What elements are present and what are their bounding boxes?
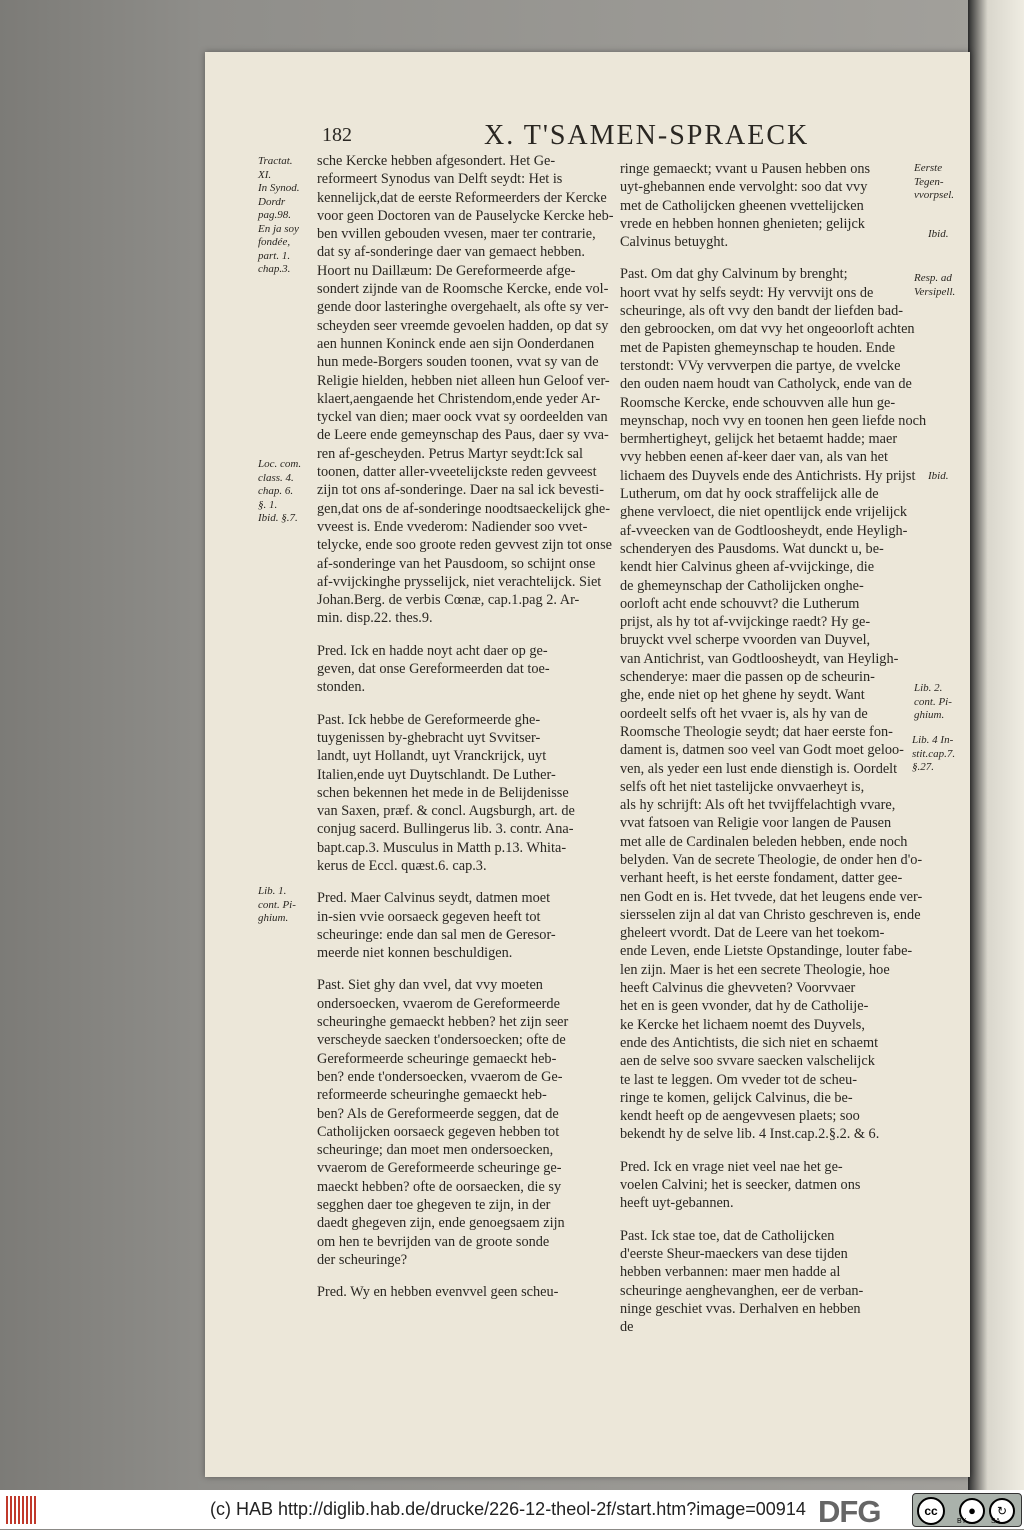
text-line: het en is geen vvonder, dat hy de Catholije- [620,998,869,1015]
text-line: landt, uyt Hollandt, uyt Vranckrijck, uyt [317,748,547,765]
text-line: hun mede-Borgers souden toonen, vvat sy van de [317,354,599,371]
text-line: oordeelt selfs oft het vvaer is, als hy van de [620,705,868,722]
margin-note-line: ghium. [914,709,945,721]
text-line: Past. Ick hebbe de Gereformeerde ghe- [317,711,541,728]
margin-note-left [258,458,301,526]
margin-note-line: Loc. com. [258,458,302,470]
footer-bar [0,1490,1024,1529]
text-line: ninge geschiet vvas. Derhalven en hebben [620,1300,861,1317]
margin-note-line: En ja soy [258,222,299,235]
text-line: bermhertigheyt, gelijck het betaemt hadde; maer [620,431,898,448]
text-line: bapt.cap.3. Musculus in Matth p.13. Whita- [317,839,567,856]
text-line: vveest is. Ende vvederom: Nadiender soo vvet- [317,518,588,535]
text-line: sondert zijnde van de Roomsche Kercke, ende vol- [317,281,609,298]
text-line: min. disp.22. thes.9. [317,610,433,627]
text-line: prijst, als hy tot af-vvijckinge raedt? Hy ge- [620,614,871,631]
text-line: vvat fatsoen van Religie voor langen de Pausen [620,815,892,832]
text-line: aen de selve soo svvare saecken valschelijck [620,1053,875,1070]
running-head: X. T'SAMEN-SPRAECK [484,120,810,151]
text-line: nen Godt en is. Het tvvede, dat het leugens ende ver- [620,888,923,905]
margin-note-line: part. 1. [258,249,291,262]
text-line: stonden. [317,679,366,696]
text-line: met de Papisten ghemeynschap te houden. Ende [620,339,896,356]
margin-note-line: class. 4. [258,471,294,484]
by-person-icon: ● [959,1498,985,1524]
text-line: scheuringhe gemaeckt hebben? het zijn seer [317,1014,569,1031]
margin-note-line: pag.98. [258,209,291,221]
text-line: uyt-ghebannen ende vervolght: soo dat vvy [620,179,868,196]
text-line: hebben verbannen: maer men hadde al [620,1264,841,1281]
text-line: klaert,aengaende het Christendom,ende yeder Ar- [317,390,601,407]
text-line: ghene vervloect, die niet opentlijck ende vrijelijck [620,504,908,521]
text-line: geven, dat onse Gereformeerden dat toe- [317,661,550,678]
margin-note-line: fondée, [258,236,291,248]
text-line: zijn tot ons af-sonderinge. Daer na sal ick bevesti- [317,482,605,499]
text-line: Past. Siet ghy dan vvel, dat vvy moeten [317,977,543,994]
paragraph-gap [620,1144,910,1158]
text-line: dament is, datmen soo veel van Godt moet geloo- [620,742,904,759]
text-line: ven, als yeder een lust ende dienstigh is. Oordelt [620,760,898,777]
text-line: schenderye: maer die passen op de scheurin- [620,669,875,686]
text-line: conjug sacerd. Bullingerus lib. 3. contr. Ana- [317,821,574,838]
text-line: af-sonderinge van het Pausdoom, so schijnt onse [317,555,596,572]
text-line: toonen, datter aller-vveetelijckste reden gevveest [317,464,597,481]
text-line: Lutherum, om dat hy oock straffelijck alle de [620,486,879,503]
paragraph-gap [317,1269,609,1283]
paragraph-gap [317,962,609,976]
margin-note-line: Lib. 2. [914,682,943,694]
text-line: ende Leven, ende Lietste Opstandinge, louter fabe- [620,943,913,960]
by-label: BY [957,1518,967,1525]
page-number: 182 [322,124,352,146]
text-line: oorloft acht ende schouvvt? die Lutherum [620,595,860,612]
text-line: scheuringe; dan moet men ondersoecken, [317,1142,554,1159]
text-line: dat sy af-sonderinge daer van gemaect hebben. [317,244,585,261]
text-line: ben? Als de Gereformeerde seggen, dat de [317,1105,559,1122]
text-line: scheuringe: ende dan sal men de Geresor- [317,926,556,943]
text-line: kennelijck,dat de eerste Reformeerders der Kercke [317,189,607,206]
text-line: af-vveecken van de Godtloosheydt, ende Heyligh- [620,522,908,539]
margin-note-line: Ibid. [928,470,949,482]
text-line: van Antichrist, van Godtloosheydt, van Heyligh- [620,650,899,667]
text-line: heeft Calvinus die ghevveten? Voorvvaer [620,980,856,997]
paragraph-gap [620,1213,910,1227]
text-line: bekendt hy de selve lib. 4 Inst.cap.2.§.2. & 6. [620,1126,880,1143]
text-line: Roomsche Kercke, ende schouvven alle hun ge- [620,394,896,411]
text-line: ringe gemaeckt; vvant u Pausen hebben ons [620,161,871,177]
text-line: ondersoecken, vvaerom de Gereformeerde [317,995,560,1012]
text-line: met alle de Cardinalen beleden hebben, ende noch [620,833,908,850]
share-alike-icon: ↻ [989,1498,1015,1524]
text-line: Past. Ick stae toe, dat de Catholijcken [620,1227,835,1244]
text-line: selfs oft het niet tastelijcke onvvaerheyt is, [620,778,865,795]
text-line: ren af-gescheyden. Petrus Martyr seydt:Ick sal [317,445,583,462]
margin-note-line: Versipell. [914,285,956,298]
text-line: Religie hielden, hebben niet alleen hun Geloof ver- [317,372,610,389]
margin-note-line: chap.3. [258,263,291,275]
text-line: verscheyde saecken t'ondersoecken; ofte de [317,1032,566,1049]
margin-note-line: stit.cap.7. [912,747,956,760]
text-line: vvy hebben eenen af-keer daer van, als van het [620,449,888,466]
text-line: Pred. Maer Calvinus seydt, datmen moet [317,890,551,907]
text-line: gheleert vvordt. Dat de Leere van het toekom- [620,925,885,942]
text-line: reformeert Synodus van Delft seydt: Het is [317,171,563,188]
text-line: in-sien vvie oorsaeck gegeven heeft tot [317,908,541,925]
text-line: schenderyen des Pausdoms. Wat dunckt u, be- [620,540,884,557]
margin-note-line: vvorpsel. [914,189,955,201]
text-line: siersselen zijn al dat van Christo geschreven is, ende [620,906,921,923]
margin-note-line: §.27. [912,761,934,773]
margin-note-line: Dordr [258,195,286,208]
margin-note-line: ghium. [258,912,289,924]
text-line: te last te leggen. Om vveder tot de scheu- [620,1071,858,1088]
margin-note-line: In Synod. [258,182,300,194]
margin-note-line: chap. 6. [258,485,294,497]
margin-note-line: Tractat. [258,155,293,167]
margin-note-right [914,272,955,299]
text-line: den ouden naem houdt van Catholyck, ende van de [620,376,912,393]
paragraph-gap [317,628,609,642]
margin-note-line: Tegen- [914,175,944,188]
text-line: voelen Calvini; het is seecker, datmen ons [620,1177,861,1194]
text-line: den gebroocken, om dat vvy het ongeoorloft achten [620,321,915,338]
dfg-logo: DFG [818,1494,881,1529]
text-line: heeft uyt-gebannen. [620,1195,734,1212]
left-text-column [317,152,614,1302]
text-line: meerde niet konnen beschuldigen. [317,945,513,962]
paragraph-gap [317,697,609,711]
paragraph-gap [620,251,910,265]
text-line: de Leere ende gemeynschap des Paus, daer sy vva- [317,427,609,444]
text-line: ringe te komen, gelijck Calvinus, die be- [620,1089,853,1106]
cc-license-badge[interactable] [912,1493,1022,1527]
text-line: Italien,ende uyt Duytschlandt. De Luther- [317,766,556,783]
paragraph-gap [317,875,609,889]
text-line: Pred. Ick en vrage niet veel nae het ge- [620,1158,843,1175]
text-line: meynschap, noch vvy en toonen hen geen liefde noch [620,412,927,429]
text-line: vrede en hebben honnen ghenieten; gelijck [620,215,865,232]
text-line: aen hunnen Koninck ende aen sijn Oonderdanen [317,335,595,352]
text-line: ben? ende t'ondersoecken, vvaerom de Ge- [317,1068,563,1085]
margin-note-line: cont. Pi- [914,695,952,708]
text-line: schen bekennen het mede in de Belijdenisse [317,784,569,801]
cc-icon: cc [917,1497,945,1525]
text-line: Johan.Berg. de verbis Cœnæ, cap.1.pag 2. Ar- [317,592,580,609]
text-line: scheuringe aenghevanghen, eer de verban- [620,1282,864,1299]
text-line: reformeerde scheuringhe gemaeckt heb- [317,1087,547,1104]
margin-note-right [914,162,954,203]
text-line: verhant heeft, is het eerste fondament, datter gee- [620,870,903,887]
text-line: vvaerom de Gereformeerde scheuringe ge- [317,1160,562,1177]
margin-note-right [912,734,955,775]
text-line: Pred. Ick en hadde noyt acht daer op ge- [317,642,548,659]
text-line: kerus de Eccl. quæst.6. cap.3. [317,857,487,874]
text-line: belyden. Van de secrete Theologie, de onder hen d'o- [620,851,923,868]
text-line: de ghemeynschap der Catholijcken onghe- [620,577,864,594]
text-line: lichaem des Duyvels ende des Antichrists. Hy prijst [620,467,916,484]
text-line: Catholijcken oorsaeck gegeven hebben tot [317,1123,560,1140]
text-line: terstondt: VVy vervverpen die partye, de vvelcke [620,357,901,374]
text-line: als hy schrijft: Als oft het tvvijffelachtigh vvare, [620,797,896,814]
margin-note-left [258,155,300,277]
text-line: ghe, ende niet op het ghene hy seydt. Want [620,687,865,704]
text-line: ben vvillen gebouden vvesen, maer ter contrarie, [317,226,596,243]
text-line: de [620,1319,634,1336]
margin-note-line: Resp. ad [914,272,952,284]
text-line: tuygenissen by-ghebracht uyt Svvitser- [317,729,541,746]
text-line: Hoort nu Daillæum: De Gereformeerde afge- [317,262,576,279]
text-line: voor geen Doctoren van de Pauselycke Kercke heb- [317,207,614,224]
margin-note-line: Eerste [914,162,943,174]
text-line: met de Catholijcken gheenen vvettelijcken [620,197,864,214]
margin-note-line: Lib. 1. [258,885,287,897]
sa-label: SA [991,1518,1001,1525]
text-line: ende des Antichtists, die sich niet en schaemt [620,1034,879,1051]
margin-note-line: Ibid. §.7. [258,512,298,524]
text-line: gen,dat ons de af-sonderinge noodtsaeckelijck ghe- [317,500,610,517]
text-line: scheuringe, als oft vvy den bandt der liefden bad- [620,303,904,320]
text-line: hoort vvat hy selfs seydt: Hy vervvijt ons de [620,284,874,301]
text-line: Gereformeerde scheuringe gemaeckt heb- [317,1050,557,1067]
text-line: tyckel van dien; maer oock vvat sy oordeelden van [317,409,608,426]
text-line: maeckt hebben? ofte de oorsaecken, die sy [317,1178,562,1195]
text-line: daedt ghegeven zijn, ende genoegsaem zijn [317,1215,565,1232]
text-line: sche Kercke hebben afgesondert. Het Ge- [317,153,556,169]
margin-note-right [928,228,948,242]
text-line: ke Kercke het lichaem noemt des Duyvels, [620,1016,865,1033]
copyright-credit[interactable]: (c) HAB http://diglib.hab.de/drucke/226-12-theol-2f/start.htm?image=00914 [210,1499,806,1519]
text-line: d'eerste Sheur-maeckers van dese tijden [620,1245,848,1262]
text-line: der scheuringe? [317,1251,408,1268]
margin-note-line: §. 1. [258,498,278,511]
margin-note-line: Lib. 4 In- [912,734,954,746]
text-line: bruyckt vvel scherpe vvoorden van Duyvel, [620,632,871,649]
margin-note-line: Ibid. [928,228,949,240]
text-line: Pred. Wy en hebben evenvvel geen scheu- [317,1284,559,1301]
text-line: scheyden seer vreemde gevoelen hadden, op dat sy [317,317,609,334]
margin-note-left [258,885,296,926]
text-line: Roomsche Theologie seydt; dat haer eerste fon- [620,723,893,740]
text-line: Calvinus betuyght. [620,234,729,251]
margin-note-right [914,682,952,723]
margin-note-line: cont. Pi- [258,898,296,911]
text-line: kendt hier Calvinus gheen af-vvijckinge, die [620,559,875,576]
text-line: segghen daer toe ghegeven te zijn, in der [317,1197,551,1214]
text-line: kendt heeft op de aengevvesen plaets; soo [620,1108,860,1125]
hab-logo-icon [6,1496,36,1524]
adjacent-page-edge [968,0,1024,1490]
text-line: telycke, ende soo groote reden gevvest zijn tot onse [317,537,612,554]
margin-note-line: XI. [258,168,272,181]
text-line: len zijn. Maer is het een secrete Theologie, hoe [620,961,890,978]
text-line: van Saxen, præf. & concl. Augsburgh, art. de [317,803,575,820]
text-line: gende door lasteringhe overgehaelt, als ofte sy ver- [317,299,609,316]
text-line: af-vvijckinghe prysselijck, niet verachtelijck. Siet [317,573,602,590]
text-line: Past. Om dat ghy Calvinum by brenght; [620,266,848,283]
margin-note-right [928,470,948,484]
text-line: om hen te bevrijden van de groote sonde [317,1233,550,1250]
